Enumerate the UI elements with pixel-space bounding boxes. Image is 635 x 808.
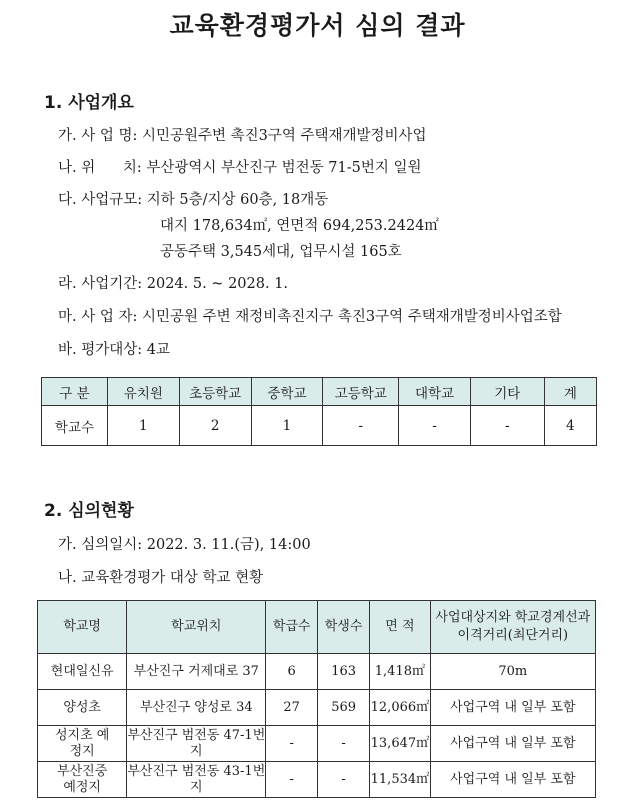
table-cell: 부산진구 범전동 47-1번지 — [127, 726, 266, 762]
table-header-cell: 구 분 — [42, 378, 108, 406]
table-cell: 사업구역 내 일부 포함 — [430, 690, 595, 726]
table-cell: - — [266, 726, 318, 762]
table-cell: 학교수 — [42, 406, 108, 446]
section-2-heading: 2. 심의현황 — [44, 501, 134, 521]
school-count-table — [41, 377, 597, 446]
table-cell: 70m — [430, 654, 595, 690]
table-cell: 1 — [251, 406, 323, 446]
target-school-table — [37, 600, 596, 798]
table-header-cell: 유치원 — [107, 378, 179, 406]
project-location-line: 나. 위 치: 부산광역시 부산진구 범전동 71-5번지 일원 — [58, 160, 422, 176]
table-row — [38, 690, 596, 726]
table-cell: - — [399, 406, 471, 446]
table-cell: 부산진중 예정지 — [38, 762, 127, 798]
table-header-cell: 학급수 — [266, 601, 318, 654]
table-header-cell: 계 — [544, 378, 596, 406]
table-header-row — [38, 601, 596, 654]
table-cell: 부산진구 양성로 34 — [127, 690, 266, 726]
table-cell: - — [318, 762, 370, 798]
table-cell: 1 — [107, 406, 179, 446]
table-cell: 13,647㎡ — [370, 726, 431, 762]
table-cell: 성지초 예정지 — [38, 726, 127, 762]
table-cell: 27 — [266, 690, 318, 726]
table-header-cell: 학교위치 — [127, 601, 266, 654]
project-operator-line: 마. 사 업 자: 시민공원 주변 재정비촉진지구 촉진3구역 주택재개발정비사업조합 — [58, 309, 562, 325]
table-cell: - — [323, 406, 399, 446]
school-status-line: 나. 교육환경평가 대상 학교 현황 — [58, 570, 264, 586]
project-area-line: 대지 178,634㎡, 연면적 694,253.2424㎡ — [160, 218, 439, 234]
table-row — [38, 726, 596, 762]
table-cell: 6 — [266, 654, 318, 690]
table-header-cell: 대학교 — [399, 378, 471, 406]
evaluation-target-line: 바. 평가대상: 4교 — [58, 342, 170, 358]
table-header-cell: 학교명 — [38, 601, 127, 654]
review-date-line: 가. 심의일시: 2022. 3. 11.(금), 14:00 — [58, 537, 311, 553]
table-cell: 부산진구 거제대로 37 — [127, 654, 266, 690]
table-cell: 12,066㎡ — [370, 690, 431, 726]
table-header-cell: 사업대상지와 학교경계선과 이격거리(최단거리) — [430, 601, 595, 654]
project-name-line: 가. 사 업 명: 시민공원주변 촉진3구역 주택재개발정비사업 — [58, 128, 427, 144]
table-header-cell: 고등학교 — [323, 378, 399, 406]
table-cell: - — [470, 406, 544, 446]
table-cell: 부산진구 범전동 43-1번지 — [127, 762, 266, 798]
table-cell: 11,534㎡ — [370, 762, 431, 798]
table-header-cell: 면 적 — [370, 601, 431, 654]
table-row — [38, 762, 596, 798]
project-scale-line: 다. 사업규모: 지하 5층/지상 60층, 18개동 — [58, 192, 329, 208]
table-cell: 4 — [544, 406, 596, 446]
section-1-heading: 1. 사업개요 — [44, 93, 134, 113]
table-row — [38, 654, 596, 690]
table-row — [42, 406, 597, 446]
table-cell: 현대일신유 — [38, 654, 127, 690]
table-header-cell: 중학교 — [251, 378, 323, 406]
project-housing-line: 공동주택 3,545세대, 업무시설 165호 — [160, 244, 402, 260]
table-header-row — [42, 378, 597, 406]
table-header-cell: 초등학교 — [179, 378, 251, 406]
project-period-line: 라. 사업기간: 2024. 5. ~ 2028. 1. — [58, 276, 289, 292]
table-header-cell: 학생수 — [318, 601, 370, 654]
table-cell: - — [318, 726, 370, 762]
table-cell: 사업구역 내 일부 포함 — [430, 726, 595, 762]
table-header-cell: 기타 — [470, 378, 544, 406]
table-cell: 양성초 — [38, 690, 127, 726]
table-cell: 사업구역 내 일부 포함 — [430, 762, 595, 798]
document-title: 교육환경평가서 심의 결과 — [169, 11, 466, 40]
table-cell: 2 — [179, 406, 251, 446]
table-cell: 569 — [318, 690, 370, 726]
table-cell: - — [266, 762, 318, 798]
table-cell: 163 — [318, 654, 370, 690]
table-cell: 1,418㎡ — [370, 654, 431, 690]
